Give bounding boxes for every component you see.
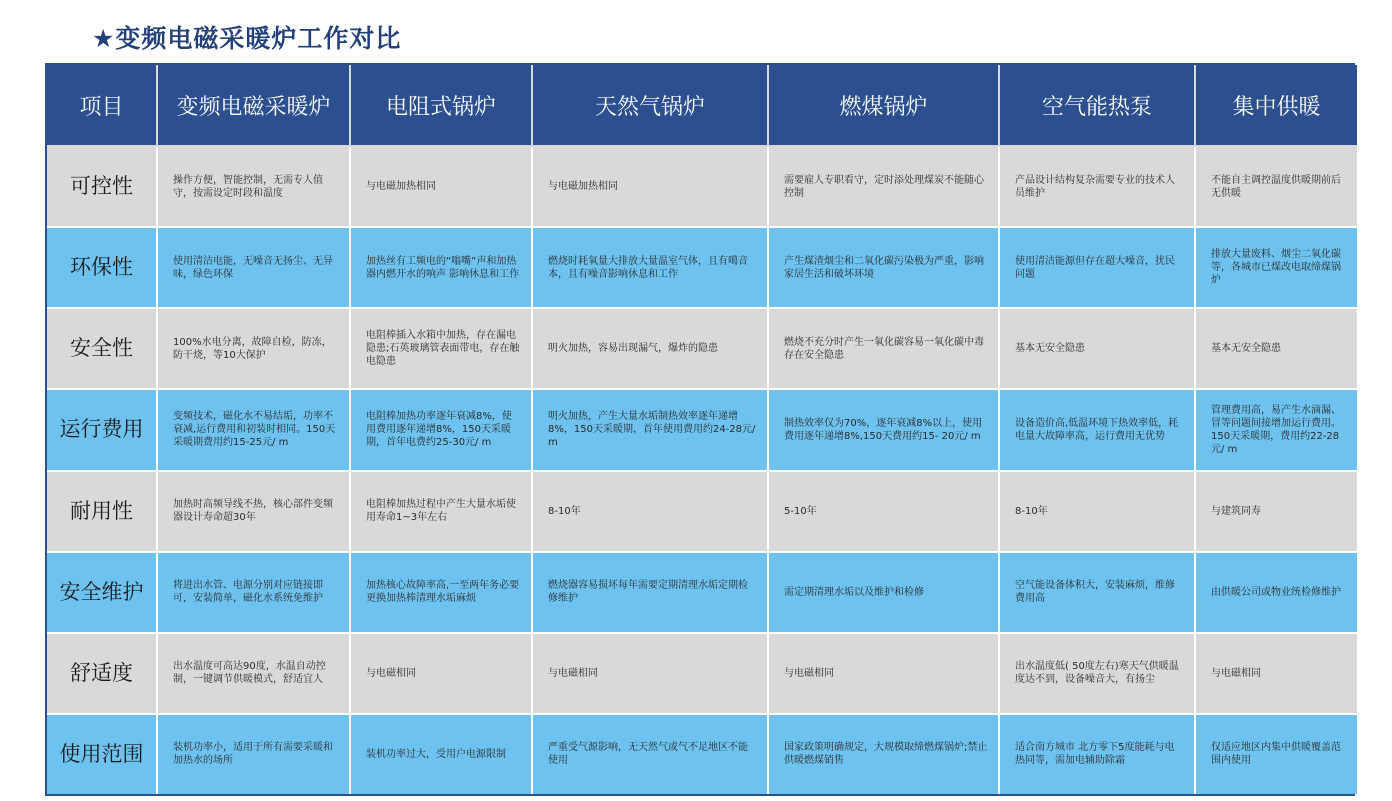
table-cell: 与电磁加热相同 [350,146,532,227]
table-cell: 变频技术，磁化水不易结垢，功率不衰减,运行费用和初装时相同。150天采暖期费用约15-25元/ m [157,389,350,470]
row-label: 环保性 [47,227,157,308]
row-label: 耐用性 [47,471,157,552]
table-cell: 不能自主调控温度供暖期前后无供暖 [1195,146,1357,227]
table-cell: 适合南方城市 北方零下5度能耗与电热同等，需加电辅助除霜 [999,714,1195,794]
table-cell: 操作方便，智能控制，无需专人值守，按需设定时段和温度 [157,146,350,227]
table-cell: 使用清洁能源但存在超大噪音，扰民问题 [999,227,1195,308]
table-row [47,308,1357,389]
table-cell: 加热丝有工频电的“嗡嘴”声和加热器内燃开水的响声 影响休息和工作 [350,227,532,308]
table-cell: 电阻棒插入水箱中加热，存在漏电隐患;石英玻璃管表面带电，存在触电隐患 [350,308,532,389]
table-row [47,227,1357,308]
row-label: 舒适度 [47,633,157,714]
table-cell: 国家政策明确规定，大规模取缔燃煤锅炉;禁止供暖燃煤销售 [768,714,999,794]
table-cell: 8-10年 [532,471,768,552]
table-cell: 100%水电分离，故障自检，防冻，防干烧，等10大保护 [157,308,350,389]
table-cell: 设备造价高,低温环境下热效率低，耗电量大故障率高，运行费用无优势 [999,389,1195,470]
table-cell: 基本无安全隐患 [1195,308,1357,389]
table-cell: 需要雇人专职看守，定时添处理煤炭不能随心控制 [768,146,999,227]
table-cell: 燃烧不充分时产生一氧化碳容易一氧化碳中毒存在安全隐患 [768,308,999,389]
table-cell: 与电磁加热相同 [532,146,768,227]
table-cell: 装机功率过大，受用户电源限制 [350,714,532,794]
table-cell: 与电磁相同 [350,633,532,714]
header-electromagnetic: 变频电磁采暖炉 [157,65,350,146]
table-cell: 与建筑同寿 [1195,471,1357,552]
header-central-heating: 集中供暖 [1195,65,1357,146]
table-cell: 装机功率小，适用于所有需要采暖和加热水的场所 [157,714,350,794]
comparison-table [45,63,1355,796]
table-cell: 产品设计结构复杂需要专业的技术人员维护 [999,146,1195,227]
table-cell: 使用清洁电能，无噪音无扬尘、无异味，绿色环保 [157,227,350,308]
table-row [47,714,1357,794]
table-cell: 产生煤渣烟尘和二氧化碳污染极为严重，影响家居生活和破坏环境 [768,227,999,308]
table-cell: 由供暖公司或物业统检修维护 [1195,552,1357,633]
page-title: ★变频电磁采暖炉工作对比 [92,24,402,53]
table-cell: 5-10年 [768,471,999,552]
table-row [47,389,1357,470]
table-cell: 严重受气源影响，无天然气或气不足地区不能使用 [532,714,768,794]
header-resistance-boiler: 电阻式锅炉 [350,65,532,146]
table-cell: 与电磁相同 [1195,633,1357,714]
table-cell: 8-10年 [999,471,1195,552]
table-row [47,146,1357,227]
table-cell: 基本无安全隐患 [999,308,1195,389]
table-cell: 需定期清理水垢以及维护和检修 [768,552,999,633]
row-label: 安全维护 [47,552,157,633]
table-cell: 仅适应地区内集中供暖覆盖范围内使用 [1195,714,1357,794]
header-heat-pump: 空气能热泵 [999,65,1195,146]
row-label: 可控性 [47,146,157,227]
table-cell: 燃烧时耗氧量大排放大量温室气体，且有噶音本，且有噪音影响休息和工作 [532,227,768,308]
table-row [47,552,1357,633]
table-row [47,471,1357,552]
table-cell: 空气能设备体积大，安装麻烦，维修费用高 [999,552,1195,633]
table-cell: 燃烧器容易损坏每年需要定期清理水垢定期检修维护 [532,552,768,633]
row-label: 安全性 [47,308,157,389]
header-coal-boiler: 燃煤锅炉 [768,65,999,146]
table-cell: 出水温度低( 50度左右)寒天气供暖温度达不到，设备噪音大，有扬尘 [999,633,1195,714]
table-cell: 明火加热，容易出现漏气，爆炸的隐患 [532,308,768,389]
header-row [47,65,1357,146]
table-cell: 与电磁相同 [532,633,768,714]
table-cell: 管理费用高，易产生水滴漏、冒等问题间接增加运行费用。150天采暖期，费用约22-28元/ m [1195,389,1357,470]
table-cell: 与电磁相同 [768,633,999,714]
table-cell: 排放大量废料、烟尘二氧化碳等，各城市已煤改电取缔煤锅炉 [1195,227,1357,308]
table-cell: 明火加热，产生大量水垢制热效率逐年递增8%，150天采暖期，首年使用费用约24-28元/ m [532,389,768,470]
table-cell: 将进出水管、电源分别对应链接即可，安装简单，磁化水系统免维护 [157,552,350,633]
header-gas-boiler: 天然气锅炉 [532,65,768,146]
table-cell: 出水温度可高达90度，水温自动控制，一键调节供暖模式，舒适宜人 [157,633,350,714]
row-label: 使用范围 [47,714,157,794]
table-cell: 电阻棒加热功率逐年衰减8%，使用费用逐年递增8%，150天采暖期，首年电费约25-30元/ m [350,389,532,470]
table-row [47,633,1357,714]
table-cell: 加热核心故障率高,一至两年务必要更换加热棒清理水垢麻烦 [350,552,532,633]
table-cell: 加热时高频导线不热，核心部件变频器设计寿命超30年 [157,471,350,552]
header-item: 项目 [47,65,157,146]
table-cell: 制热效率仅为70%，逐年衰减8%以上，使用费用逐年递增8%,150天费用约15- 20元/ m [768,389,999,470]
table-cell: 电阻棒加热过程中产生大量水垢使用寿命1~3年左右 [350,471,532,552]
row-label: 运行费用 [47,389,157,470]
